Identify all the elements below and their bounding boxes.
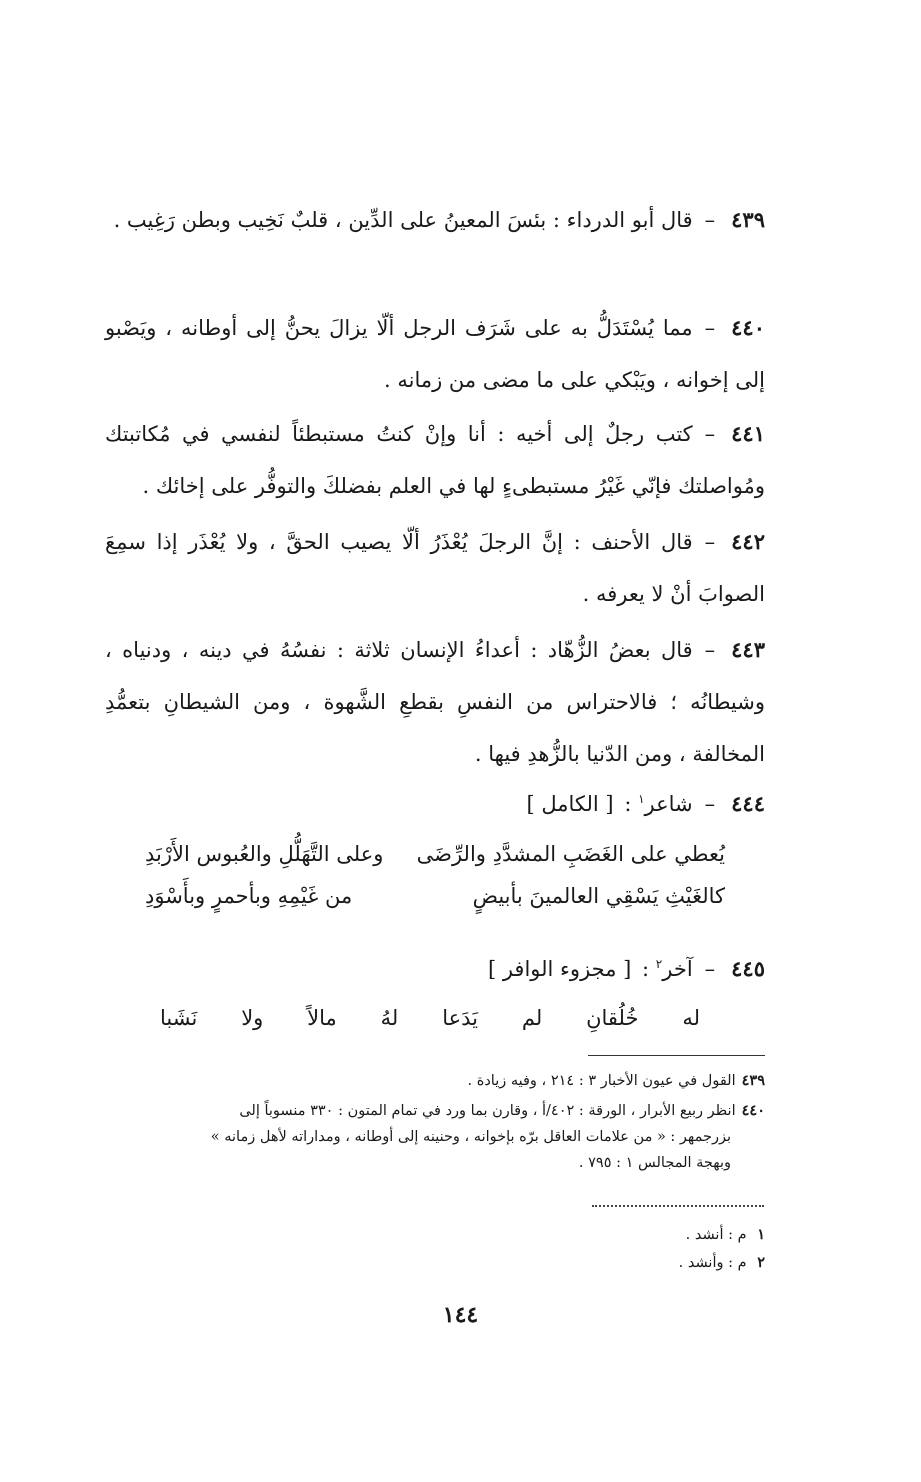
separator: : [642,957,650,981]
verse-first-hemistich: يُعطي على الغَضَبِ المشدَّدِ والرِّضَى [416,842,725,866]
variant-number: ١ [757,1226,765,1243]
verse-line [145,842,725,882]
entry-number: ٤٤٤ [731,791,765,816]
entry-443 [105,624,765,780]
entry-442 [105,516,765,620]
entry-number: ٤٣٩ [731,207,765,232]
verse-first-hemistich: كالغَيْثِ يَسْقِي العالمينَ بأبيضٍ [472,884,725,908]
verse-word: مالاً [307,1006,337,1030]
footnote-439 [95,1068,765,1094]
page-number: ١٤٤ [442,1302,479,1328]
entry-dash: – [704,530,716,554]
footnote-line: بزرجمهر : « من علامات العاقل برّه بإخوانه ، وحنينه إلى أوطانه ، ومداراته لأهل زمانه » [210,1129,731,1145]
variant-note-2 [95,1250,765,1276]
footnote-separator [588,1055,765,1056]
verse-second-hemistich: من غَيْمِهِ وبأحمرٍ وبأَسْوَدِ [145,884,353,908]
poet-label: شاعر [644,792,693,816]
verse-line [160,1006,700,1030]
entry-440 [105,302,765,406]
footnote-440 [95,1098,765,1176]
entry-dash: – [704,316,716,340]
variant-text: م : أنشد . [685,1227,747,1243]
verse-word: لهُ [380,1006,399,1030]
entry-number: ٤٤١ [731,421,765,446]
variant-note-1 [95,1222,765,1248]
entry-439 [105,194,765,246]
entry-text: كتب رجلٌ إلى أخيه : أنا وإنْ كنتُ مستبطئاً لنفسي في مُكاتبتك ومُواصلتك فإنّي غَيْرُ مستبطىءٍ لها في العلم بفضلكَ والتوفُّر على إخائك . [105,422,765,498]
poem-444-heading [105,778,765,830]
entry-text: قال أبو الدرداء : بئسَ المعينُ على الدِّين ، قلبٌ نَخِيب وبطن رَغِيب . [113,208,693,232]
entry-dash: – [704,957,716,981]
note-ref: ١ [638,792,645,806]
footnote-number: ٤٤٠ [741,1102,765,1119]
verse-word: يَدَعا [442,1006,478,1030]
entry-text: قال الأحنف : إنَّ الرجلَ يُعْذَرُ ألّا يصيب الحقَّ ، ولا يُعْذَر إذا سمِعَ الصوابَ أنْ لا يعرفه . [105,530,765,606]
entry-number: ٤٤٢ [731,529,765,554]
variant-number: ٢ [757,1254,765,1271]
verse-word: خُلُقانِ [586,1006,639,1030]
entry-text: قال بعضُ الزُّهّاد : أعداءُ الإنسان ثلاثة : نفسُهُ في دينه ، ودنياه ، وشيطانُه ؛ فالاحتراس من النفسِ بقطعِ الشَّهوة ، ومن الشيطانِ بتعمُّدِ المخالفة ، ومن الدّنيا بالزُّهدِ فيها . [105,638,765,766]
entry-number: ٤٤٠ [731,315,765,340]
footnote-line [95,1098,765,1124]
verse-word: نَشَبا [160,1006,198,1030]
footnote-number: ٤٣٩ [741,1072,765,1089]
verse-line [145,884,725,924]
entry-dash: – [704,638,716,662]
entry-number: ٤٤٥ [731,956,765,981]
entry-dash: – [704,422,716,446]
poem-445-heading [105,943,765,995]
entry-441 [105,408,765,512]
verse-word: لم [521,1006,543,1030]
footnote-text: القول في عيون الأخبار ٣ : ٢١٤ ، وفيه زيادة . [467,1073,736,1089]
entry-number: ٤٤٣ [731,637,765,662]
separator: : [624,792,632,816]
verse-word: ولا [241,1006,264,1030]
entry-dash: – [704,792,716,816]
footnote-line: وبهجة المجالس ١ : ٧٩٥ . [578,1155,731,1171]
poet-label: آخر [662,957,693,981]
variant-separator [592,1205,764,1207]
note-ref: ٢ [655,957,663,971]
meter-label: [ مجزوء الوافر ] [487,957,632,981]
entry-text: مما يُسْتَدَلُّ به على شَرَف الرجل ألّا يزالَ يحنُّ إلى أوطانه ، ويَصْبو إلى إخوانه ، ويَبْكي على ما مضى من زمانه . [105,316,765,392]
meter-label: [ الكامل ] [526,792,614,816]
verse-second-hemistich: وعلى التَّهَلُّلِ والعُبوس الأَرْبَدِ [145,842,384,866]
footnote-text: انظر ربيع الأبرار ، الورقة : ٤٠٢/أ ، وقارن بما ورد في تمام المتون : ٣٣٠ منسوباً إلى [239,1103,736,1119]
entry-dash: – [704,208,716,232]
variant-text: م : وأنشد . [678,1255,747,1271]
verse-word: له [682,1006,700,1030]
